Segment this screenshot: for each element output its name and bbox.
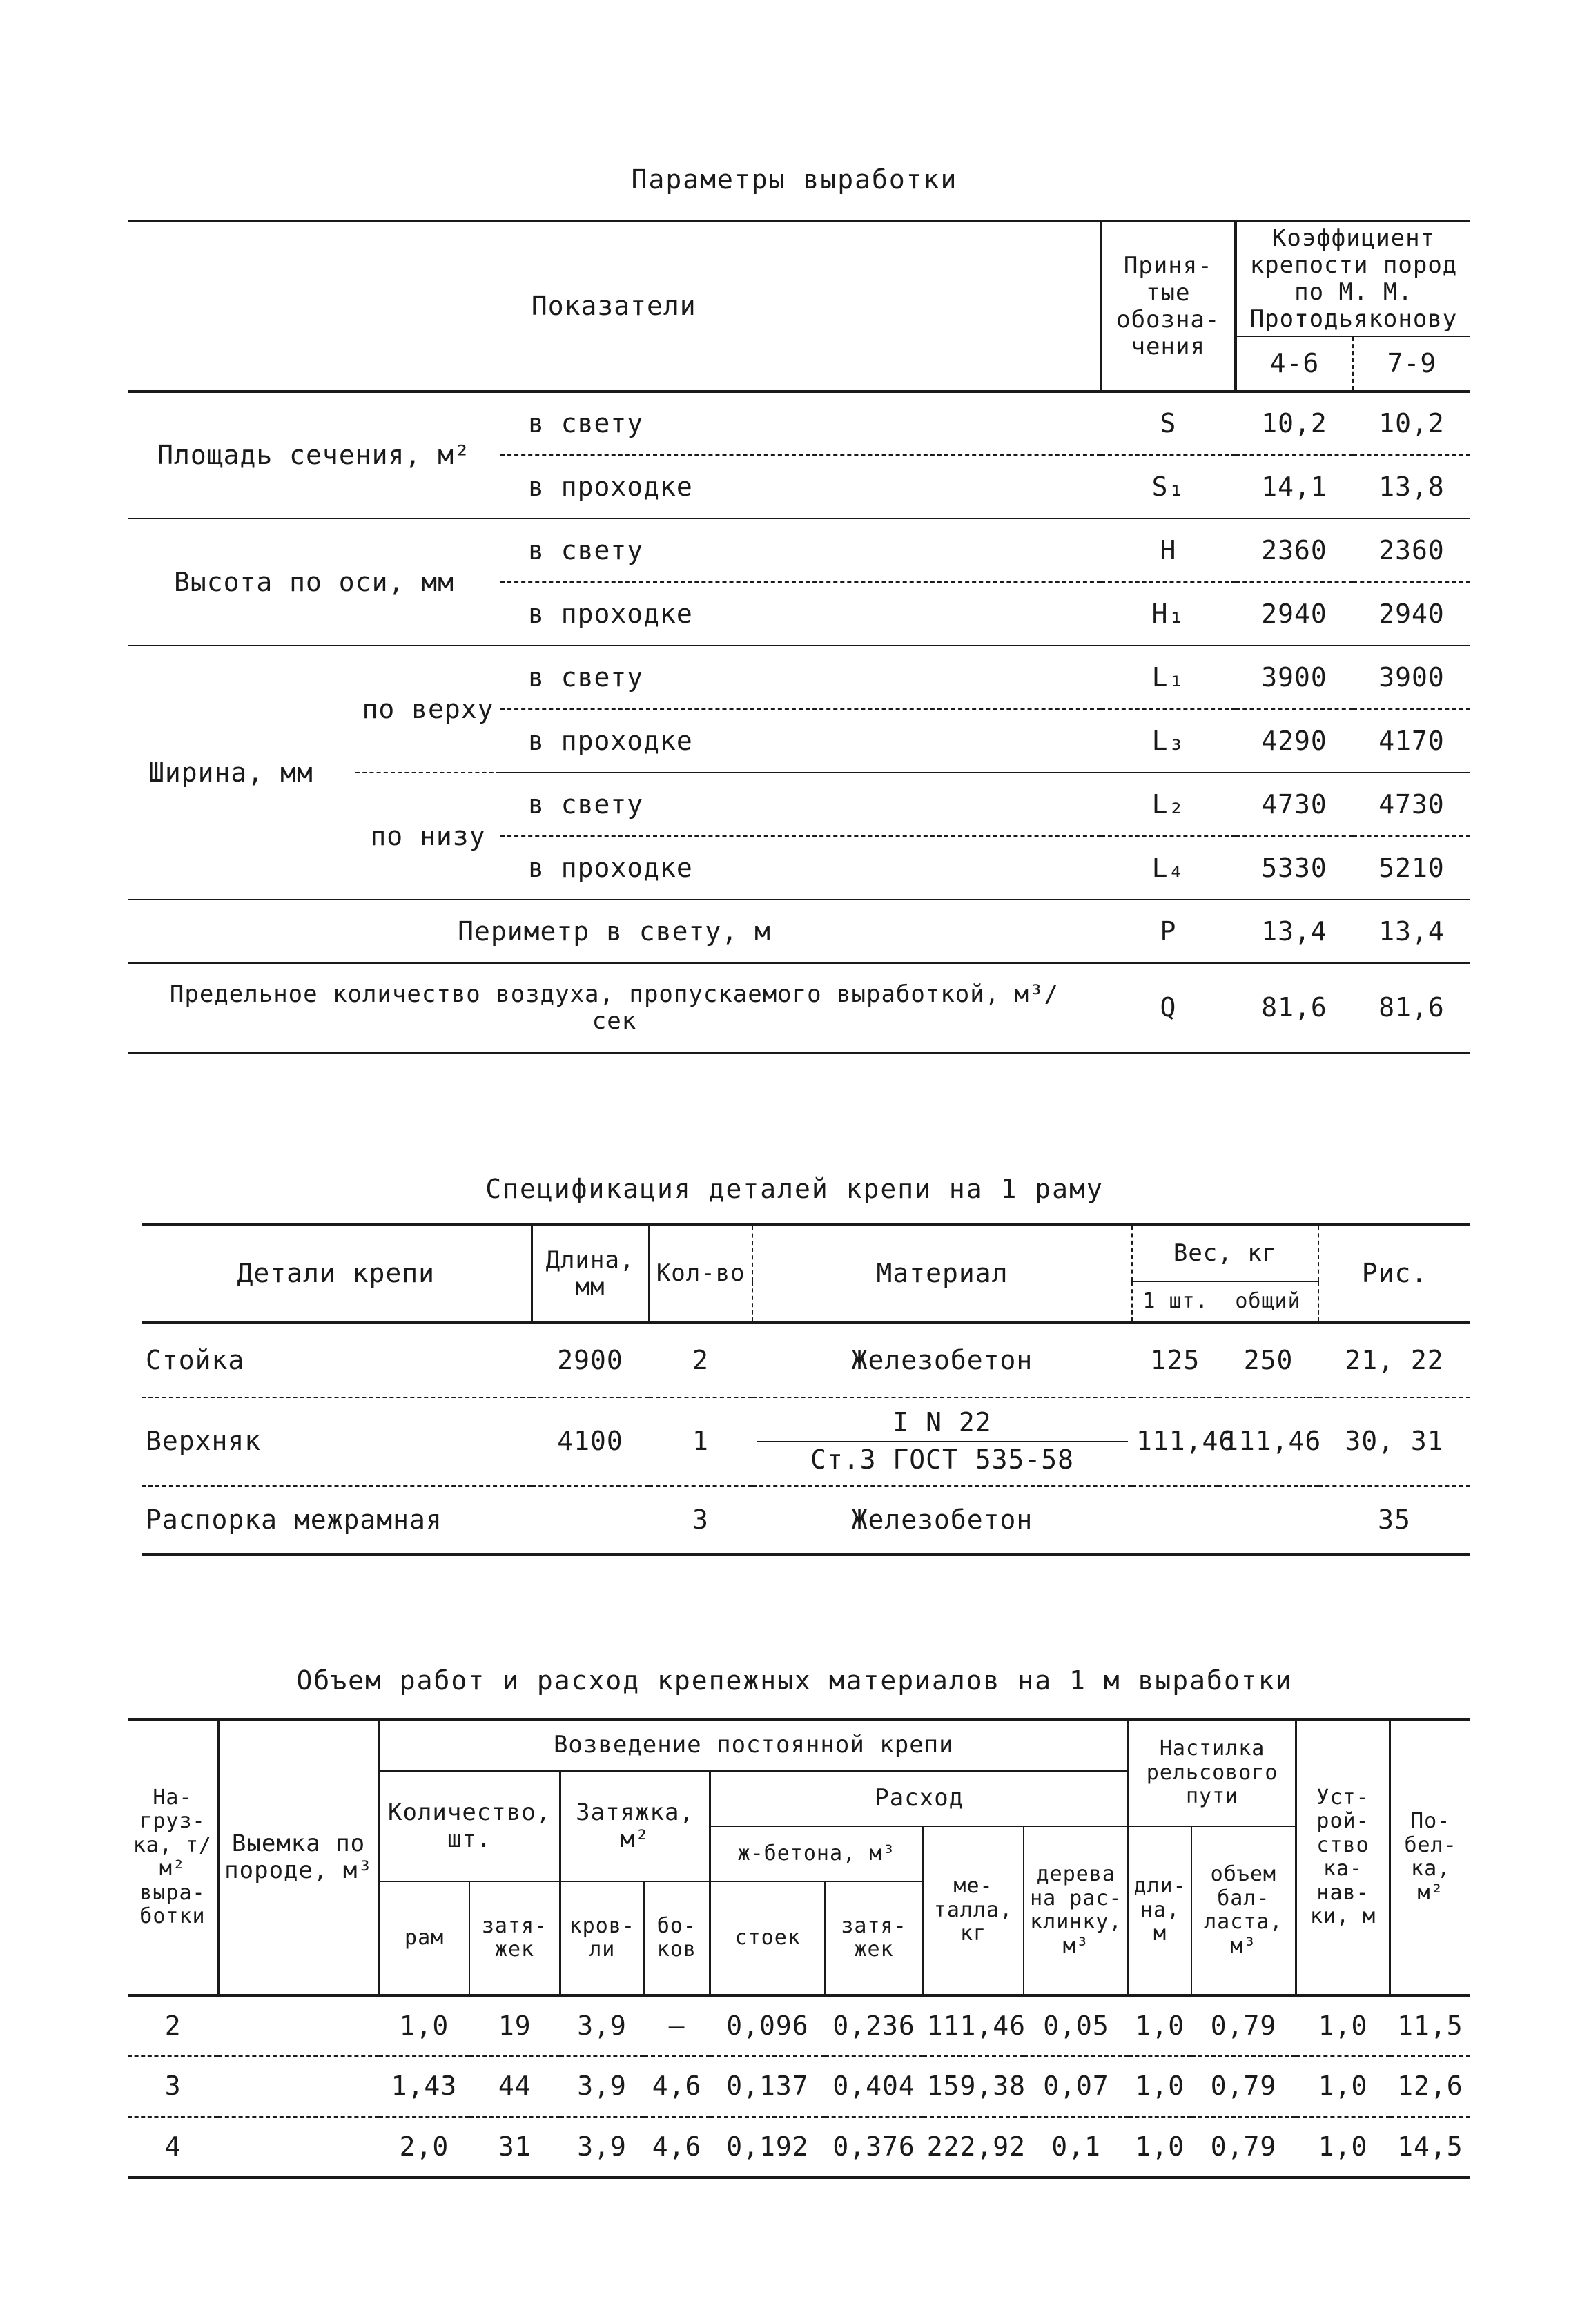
works-table <box>128 1718 1470 2179</box>
width-bottom-clear-v2: 4730 <box>1353 773 1470 836</box>
w-row-1-excav <box>218 2056 378 2117</box>
w-row-1-sides: 4,6 <box>644 2056 710 2117</box>
spec-row-2-mat: Железобетон <box>752 1486 1132 1555</box>
spec-row-1-mat-profile: I N 22 <box>757 1408 1128 1442</box>
spec-qty-header: Кол-во <box>649 1225 752 1323</box>
w-row-2-ditch: 1,0 <box>1296 2117 1390 2178</box>
excav-header: Выемка по породе, м³ <box>218 1719 378 1995</box>
w-row-1-lags: 44 <box>469 2056 560 2117</box>
spec-part-header: Детали крепи <box>142 1225 532 1323</box>
w-row-2-lagrc: 0,376 <box>825 2117 922 2178</box>
height-clear-v1: 2360 <box>1236 519 1353 582</box>
w-row-1-ballast: 0,79 <box>1191 2056 1296 2117</box>
roof-header: кров-ли <box>560 1881 643 1995</box>
width-top-drive: в проходке <box>500 709 1101 773</box>
sym-H: H <box>1101 519 1236 582</box>
w-row-2-sides: 4,6 <box>644 2117 710 2178</box>
height-drive-v1: 2940 <box>1236 582 1353 646</box>
posts-header: стоек <box>710 1881 826 1995</box>
perimeter-v1: 13,4 <box>1236 900 1353 963</box>
coef-4-6: 4-6 <box>1236 336 1353 391</box>
table-row <box>128 2056 1470 2117</box>
w-row-1-len: 1,0 <box>1129 2056 1191 2117</box>
spec-wall-header: общий <box>1218 1281 1318 1323</box>
lags-count-header: затя-жек <box>469 1881 560 1995</box>
area-drive-v2: 13,8 <box>1353 455 1470 519</box>
cons-header: Расход <box>710 1771 1129 1826</box>
coef-header-cell: Коэффициент крепости пород по М. М. Протодьяконову <box>1236 221 1470 336</box>
area-clear-v2: 10,2 <box>1353 391 1470 455</box>
width-top: по верху <box>355 646 500 773</box>
spec-mat-header: Материал <box>752 1225 1132 1323</box>
w-row-1-load: 3 <box>128 2056 218 2117</box>
width-top-drive-v2: 4170 <box>1353 709 1470 773</box>
w-row-2-frames: 2,0 <box>379 2117 469 2178</box>
width-bottom-drive: в проходке <box>500 836 1101 900</box>
track-header: Настилка рельсового пути <box>1129 1719 1296 1826</box>
sides-header: бо-ков <box>644 1881 710 1995</box>
spec-table <box>142 1223 1470 1556</box>
metal-header: ме-талла, кг <box>923 1826 1024 1995</box>
area-drive-v1: 14,1 <box>1236 455 1353 519</box>
rc-header: ж-бетона, м³ <box>710 1826 923 1881</box>
table-row <box>128 1995 1470 2056</box>
spec-row-2-part: Распорка межрамная <box>142 1486 532 1555</box>
spec-row-0-part: Стойка <box>142 1323 532 1397</box>
w-row-1-fill: 12,6 <box>1390 2056 1470 2117</box>
spec-row-2-qty: 3 <box>649 1486 752 1555</box>
spec-row-1-wall: 111,46 <box>1218 1397 1318 1486</box>
perimeter-label: Периметр в свету, м <box>128 900 1101 963</box>
w-row-0-len: 1,0 <box>1129 1995 1191 2056</box>
spec-row-1-mat-steel: Ст.3 ГОСТ 535-58 <box>810 1444 1075 1475</box>
w-row-2-len: 1,0 <box>1129 2117 1191 2178</box>
w-row-0-metal: 111,46 <box>923 1995 1024 2056</box>
w-row-2-wood: 0,1 <box>1024 2117 1129 2178</box>
spec-row-2-wall <box>1218 1486 1318 1555</box>
spec-len-header: Длина, мм <box>532 1225 649 1323</box>
air-label: Предельное количество воздуха, пропускаемого выработкой, м³/сек <box>128 963 1101 1053</box>
lag-header: Затяжка, м² <box>560 1771 710 1881</box>
load-header: На-груз-ка, т/м² выра-ботки <box>128 1719 218 1995</box>
sym-L1: L₁ <box>1101 646 1236 709</box>
sym-S: S <box>1101 391 1236 455</box>
spec-weight-header: Вес, кг <box>1132 1225 1318 1281</box>
wood-header: дерева на рас-клинку, м³ <box>1024 1826 1129 1995</box>
w-row-0-lags: 19 <box>469 1995 560 2056</box>
ditch-header: Уст-рой-ство ка-нав-ки, м <box>1296 1719 1390 1995</box>
w-row-1-metal: 159,38 <box>923 2056 1024 2117</box>
w-row-1-wood: 0,07 <box>1024 2056 1129 2117</box>
sym-L2: L₂ <box>1101 773 1236 836</box>
area-label: Площадь сечения, м² <box>128 391 500 519</box>
spec-w1-header: 1 шт. <box>1132 1281 1218 1323</box>
w-row-2-load: 4 <box>128 2117 218 2178</box>
w-row-1-frames: 1,43 <box>379 2056 469 2117</box>
track-len-header: дли-на, м <box>1129 1826 1191 1995</box>
spec-row-0-mat: Железобетон <box>752 1323 1132 1397</box>
perimeter-v2: 13,4 <box>1353 900 1470 963</box>
w-row-0-frames: 1,0 <box>379 1995 469 2056</box>
w-row-1-roof: 3,9 <box>560 2056 643 2117</box>
sym-P: P <box>1101 900 1236 963</box>
count-header: Количество, шт. <box>379 1771 560 1881</box>
w-row-2-roof: 3,9 <box>560 2117 643 2178</box>
table3-title: Объем работ и расход крепежных материалов на 1 м выработки <box>296 1665 1293 1696</box>
width-label: Ширина, мм <box>128 646 355 900</box>
w-row-0-wood: 0,05 <box>1024 1995 1129 2056</box>
height-drive-v2: 2940 <box>1353 582 1470 646</box>
coef-7-9: 7-9 <box>1353 336 1470 391</box>
width-bottom-drive-v1: 5330 <box>1236 836 1353 900</box>
w-row-0-sides: — <box>644 1995 710 2056</box>
width-top-clear: в свету <box>500 646 1101 709</box>
frames-header: рам <box>379 1881 469 1995</box>
table2-title: Спецификация деталей крепи на 1 раму <box>485 1174 1104 1204</box>
spec-row-1-w1: 111,46 <box>1132 1397 1218 1486</box>
spec-row-1-fig: 30, 31 <box>1318 1397 1470 1486</box>
width-bottom-clear: в свету <box>500 773 1101 836</box>
area-drive: в проходке <box>500 455 1101 519</box>
spec-row-2-w1 <box>1132 1486 1218 1555</box>
w-row-2-ballast: 0,79 <box>1191 2117 1296 2178</box>
air-v2: 81,6 <box>1353 963 1470 1053</box>
spec-row-0-len: 2900 <box>532 1323 649 1397</box>
table-row <box>128 2117 1470 2178</box>
ballast-header: объем бал-ласта, м³ <box>1191 1826 1296 1995</box>
spec-row-1-mat <box>752 1397 1132 1486</box>
spec-fig-header: Рис. <box>1318 1225 1470 1323</box>
width-top-drive-v1: 4290 <box>1236 709 1353 773</box>
spec-row-2-len <box>532 1486 649 1555</box>
w-row-2-excav <box>218 2117 378 2178</box>
w-row-0-ditch: 1,0 <box>1296 1995 1390 2056</box>
area-clear: в свету <box>500 391 1101 455</box>
w-row-0-load: 2 <box>128 1995 218 2056</box>
spec-row-2-fig: 35 <box>1318 1486 1470 1555</box>
width-bottom-clear-v1: 4730 <box>1236 773 1353 836</box>
w-row-0-lagrc: 0,236 <box>825 1995 922 2056</box>
lags-rc-header: затя-жек <box>825 1881 922 1995</box>
fill-header: По-бел-ка, м² <box>1390 1719 1470 1995</box>
sym-L3: L₃ <box>1101 709 1236 773</box>
height-clear-v2: 2360 <box>1353 519 1470 582</box>
w-row-1-posts: 0,137 <box>710 2056 826 2117</box>
spec-row-0-fig: 21, 22 <box>1318 1323 1470 1397</box>
spec-row-0-wall: 250 <box>1218 1323 1318 1397</box>
spec-row-1-part: Верхняк <box>142 1397 532 1486</box>
indicators-header-cell: Показатели <box>128 221 1101 391</box>
width-bottom: по низу <box>355 773 500 900</box>
air-v1: 81,6 <box>1236 963 1353 1053</box>
symbols-header-cell: Приня-тые обозна-чения <box>1101 221 1236 391</box>
w-row-0-ballast: 0,79 <box>1191 1995 1296 2056</box>
w-row-2-fill: 14,5 <box>1390 2117 1470 2178</box>
parameters-table-body <box>128 220 1470 1054</box>
w-row-0-fill: 11,5 <box>1390 1995 1470 2056</box>
w-row-0-roof: 3,9 <box>560 1995 643 2056</box>
sym-L4: L₄ <box>1101 836 1236 900</box>
table1-title: Параметры выработки <box>631 164 958 195</box>
w-row-0-excav <box>218 1995 378 2056</box>
height-drive: в проходке <box>500 582 1101 646</box>
width-top-clear-v1: 3900 <box>1236 646 1353 709</box>
spec-row-0-w1: 125 <box>1132 1323 1218 1397</box>
w-row-1-lagrc: 0,404 <box>825 2056 922 2117</box>
sym-S1: S₁ <box>1101 455 1236 519</box>
sym-H1: H₁ <box>1101 582 1236 646</box>
w-row-2-metal: 222,92 <box>923 2117 1024 2178</box>
spec-row-1-len: 4100 <box>532 1397 649 1486</box>
spec-row-0-qty: 2 <box>649 1323 752 1397</box>
area-clear-v1: 10,2 <box>1236 391 1353 455</box>
w-row-2-lags: 31 <box>469 2117 560 2178</box>
spec-row-1-qty: 1 <box>649 1397 752 1486</box>
erect-header: Возведение постоянной крепи <box>379 1719 1129 1771</box>
width-top-clear-v2: 3900 <box>1353 646 1470 709</box>
w-row-0-posts: 0,096 <box>710 1995 826 2056</box>
w-row-2-posts: 0,192 <box>710 2117 826 2178</box>
height-clear: в свету <box>500 519 1101 582</box>
w-row-1-ditch: 1,0 <box>1296 2056 1390 2117</box>
sym-Q: Q <box>1101 963 1236 1053</box>
width-bottom-drive-v2: 5210 <box>1353 836 1470 900</box>
height-label: Высота по оси, мм <box>128 519 500 646</box>
